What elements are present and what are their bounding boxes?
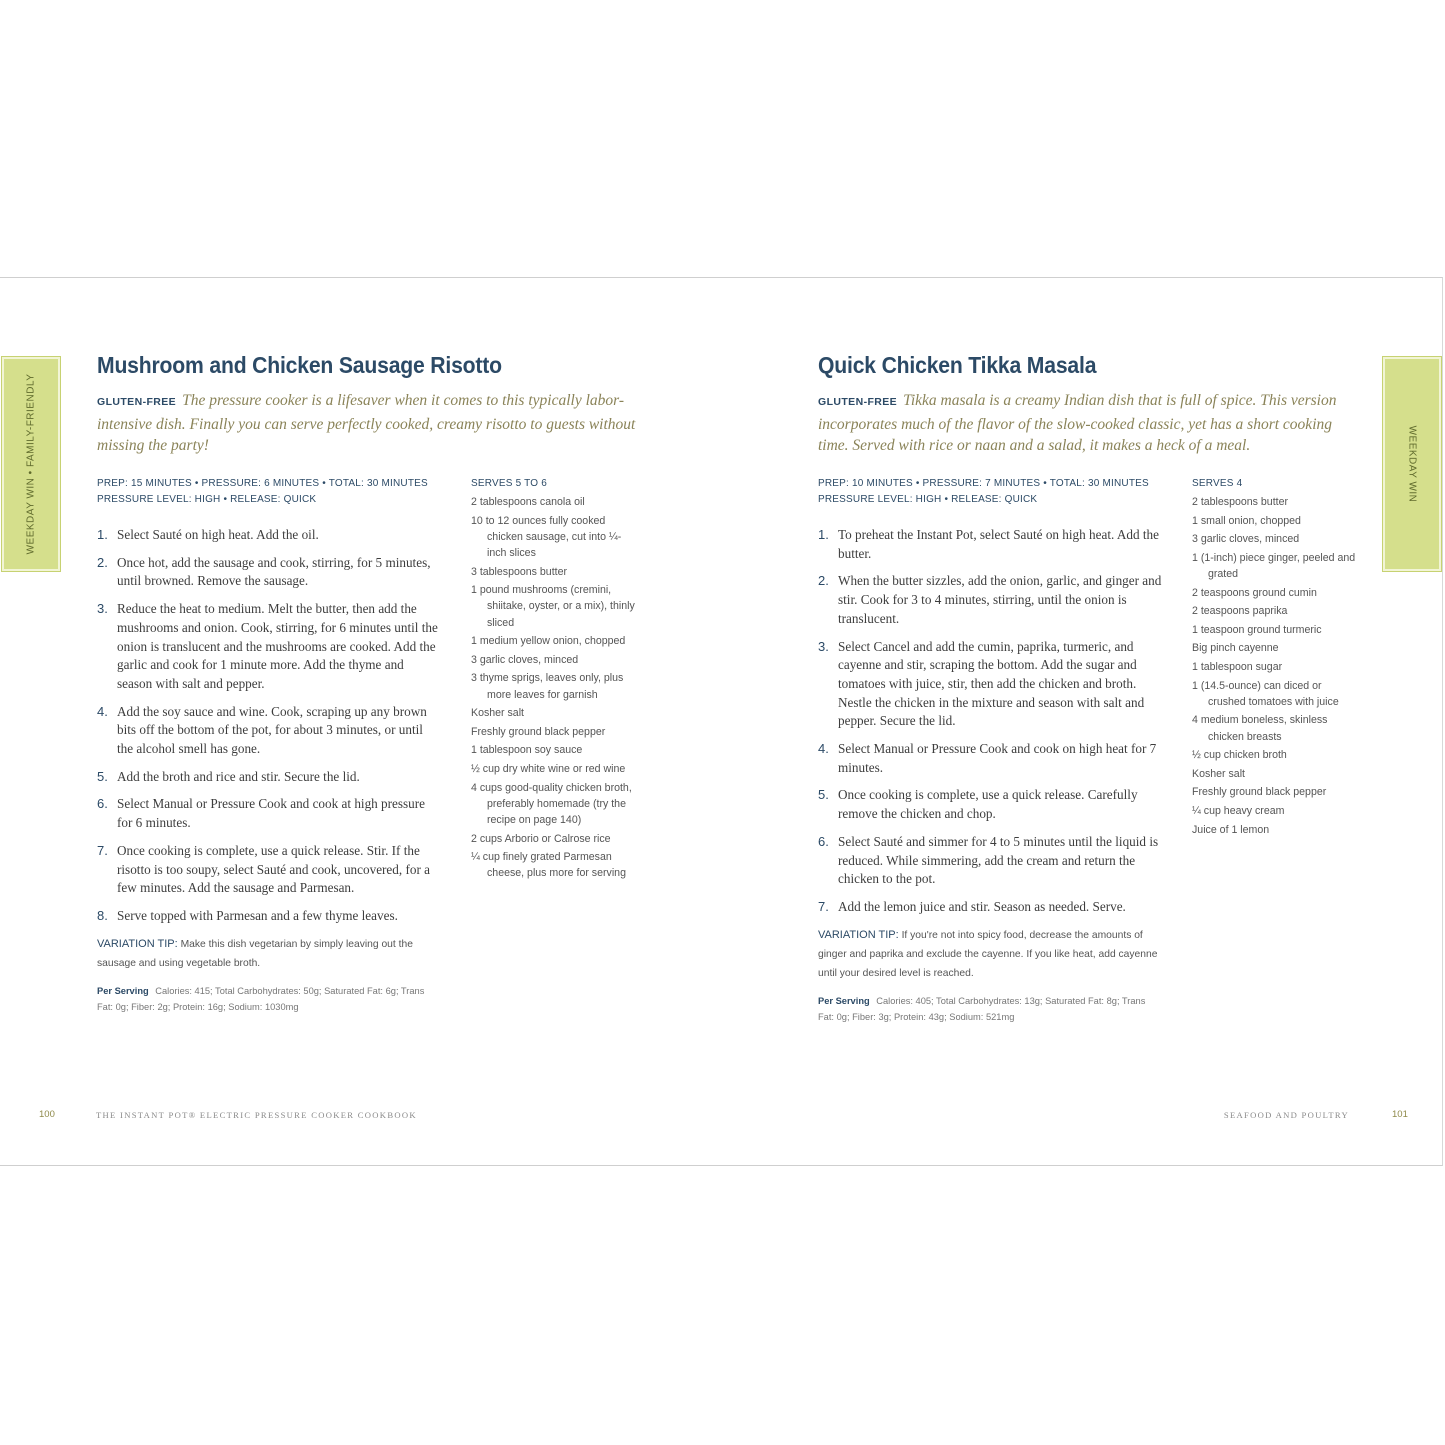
step-item bbox=[818, 898, 1163, 917]
step-text: Select Sauté on high heat. Add the oil. bbox=[117, 527, 319, 542]
step-item bbox=[97, 842, 442, 898]
step-number: 2. bbox=[97, 554, 108, 570]
ingredient-item: Juice of 1 lemon bbox=[1192, 823, 1270, 836]
step-number: 4. bbox=[818, 741, 829, 757]
recipe-left bbox=[97, 352, 636, 1012]
ingredient-item: 4 medium boneless, skinless chicken breasts bbox=[1192, 714, 1328, 743]
step-text: Add the broth and rice and stir. Secure the lid. bbox=[117, 768, 360, 784]
variation-tip bbox=[818, 926, 1158, 983]
step-number: 3. bbox=[818, 638, 829, 654]
recipe-intro bbox=[818, 390, 1358, 457]
ingredients-list bbox=[1192, 476, 1357, 840]
step-text: Select Cancel and add the cumin, paprika, turmeric, and cayenne and stir, scraping the bottom. Add the sugar and tomatoes with juice, stir, then add the chicken and broth. Nestle the chicken in the mixture and season with salt and pepper. Secure the lid. bbox=[838, 638, 1145, 729]
side-tab-right-label: WEEKDAY WIN bbox=[1406, 425, 1418, 503]
tip-label: VARIATION TIP: bbox=[818, 928, 899, 941]
times-line: PREP: 15 MINUTES • PRESSURE: 6 MINUTES • TOTAL: 30 MINUTES bbox=[97, 478, 428, 489]
step-text: Select Sauté and simmer for 4 to 5 minutes until the liquid is reduced. While simmering, add the cream and return the chicken to the pot. bbox=[838, 833, 1159, 887]
diet-tag: GLUTEN-FREE bbox=[818, 396, 898, 408]
step-text: Select Manual or Pressure Cook and cook at high pressure for 6 minutes. bbox=[117, 796, 426, 831]
recipe-times bbox=[818, 476, 1178, 508]
ingredients-list bbox=[471, 476, 636, 884]
step-text: Add the soy sauce and wine. Cook, scraping up any brown bits off the bottom of the pot, for about 3 minutes, or until the alcohol smell has gone. bbox=[117, 703, 427, 757]
ingredient-item: 1 pound mushrooms (cremini, shiitake, oyster, or a mix), thinly sliced bbox=[471, 584, 635, 629]
ingredient-item: ½ cup dry white wine or red wine bbox=[471, 762, 626, 775]
ingredient-item: 2 teaspoons paprika bbox=[1192, 605, 1288, 618]
page-number-left: 100 bbox=[39, 1109, 55, 1120]
step-number: 1. bbox=[818, 527, 829, 542]
serves-label: SERVES 4 bbox=[1192, 478, 1243, 489]
pressure-line: PRESSURE LEVEL: HIGH • RELEASE: QUICK bbox=[818, 494, 1038, 505]
step-item bbox=[818, 833, 1163, 889]
ingredient-item: 4 cups good-quality chicken broth, preferably homemade (try the recipe on page 140) bbox=[471, 781, 632, 826]
ingredient-item: 2 teaspoons ground cumin bbox=[1192, 586, 1317, 599]
ingredient-item: 1 small onion, chopped bbox=[1192, 514, 1301, 527]
nutrition-label: Per Serving bbox=[818, 995, 870, 1006]
step-item bbox=[97, 768, 442, 787]
step-text: To preheat the Instant Pot, select Sauté on high heat. Add the butter. bbox=[838, 527, 1159, 561]
times-line: PREP: 10 MINUTES • PRESSURE: 7 MINUTES • TOTAL: 30 MINUTES bbox=[818, 478, 1149, 489]
step-item bbox=[97, 600, 442, 694]
ingredient-item: 2 tablespoons canola oil bbox=[471, 496, 585, 508]
ingredient-item: ½ cup chicken broth bbox=[1192, 749, 1287, 762]
ingredient-item: 1 (14.5-ounce) can diced or crushed tomatoes with juice bbox=[1192, 679, 1339, 708]
recipe-title: Mushroom and Chicken Sausage Risotto bbox=[97, 352, 502, 378]
ingredient-item: 1 teaspoon ground turmeric bbox=[1192, 623, 1322, 636]
ingredient-item: 3 thyme sprigs, leaves only, plus more leaves for garnish bbox=[471, 672, 624, 701]
step-number: 1. bbox=[97, 527, 108, 542]
nutrition-info bbox=[97, 983, 437, 1015]
step-number: 7. bbox=[818, 898, 829, 914]
ingredient-item: 3 tablespoons butter bbox=[471, 565, 568, 578]
step-item bbox=[97, 907, 442, 926]
step-number: 4. bbox=[97, 703, 108, 719]
step-number: 2. bbox=[818, 573, 829, 589]
steps-list bbox=[97, 526, 442, 1015]
ingredient-item: 1 tablespoon soy sauce bbox=[471, 744, 583, 757]
ingredient-item: ¼ cup finely grated Parmesan cheese, plus more for serving bbox=[471, 851, 626, 880]
page-number-right: 101 bbox=[1392, 1109, 1408, 1120]
nutrition-info bbox=[818, 993, 1158, 1025]
step-number: 6. bbox=[818, 833, 829, 849]
ingredient-item: 1 medium yellow onion, chopped bbox=[471, 635, 626, 648]
step-text: Add the lemon juice and stir. Season as needed. Serve. bbox=[838, 898, 1126, 914]
nutrition-text: Calories: 405; Total Carbohydrates: 13g; Saturated Fat: 8g; Trans Fat: 0g; Fiber: 3g; Protein: 43g; Sodium: 521mg bbox=[818, 995, 1146, 1022]
step-item bbox=[818, 572, 1163, 628]
ingredient-item: Kosher salt bbox=[471, 707, 524, 720]
ingredient-item: 2 cups Arborio or Calrose rice bbox=[471, 832, 611, 845]
side-tab-right bbox=[1383, 357, 1441, 571]
step-item bbox=[97, 795, 442, 832]
step-number: 8. bbox=[97, 907, 108, 923]
diet-tag: GLUTEN-FREE bbox=[97, 396, 177, 408]
side-tab-left-label: WEEKDAY WIN • FAMILY-FRIENDLY bbox=[25, 373, 37, 555]
step-number: 5. bbox=[97, 768, 108, 784]
ingredient-item: 1 (1-inch) piece ginger, peeled and grated bbox=[1192, 551, 1356, 580]
ingredient-item: 2 tablespoons butter bbox=[1192, 496, 1289, 508]
step-item bbox=[818, 526, 1163, 563]
ingredient-item: Freshly ground black pepper bbox=[471, 725, 606, 738]
side-tab-left bbox=[2, 357, 60, 571]
steps-list bbox=[818, 526, 1163, 1025]
tip-text: If you're not into spicy food, decrease the amounts of ginger and paprika and exclude the cayenne. If you like heat, add cayenne until your desired level is reached. bbox=[818, 929, 1158, 979]
step-item bbox=[818, 786, 1163, 823]
ingredient-item: Big pinch cayenne bbox=[1192, 642, 1279, 655]
running-head-left: THE INSTANT POT® ELECTRIC PRESSURE COOKER COOKBOOK bbox=[96, 1110, 417, 1120]
nutrition-text: Calories: 415; Total Carbohydrates: 50g; Saturated Fat: 6g; Trans Fat: 0g; Fiber: 2g; Protein: 16g; Sodium: 1030mg bbox=[97, 985, 425, 1012]
nutrition-label: Per Serving bbox=[97, 985, 149, 996]
ingredient-item: 3 garlic cloves, minced bbox=[471, 653, 579, 666]
step-text: Once cooking is complete, use a quick release. Stir. If the risotto is too soupy, select Sauté and cook, uncovered, for a few minutes. Add the sausage and Parmesan. bbox=[117, 842, 431, 896]
step-number: 5. bbox=[818, 787, 829, 803]
recipe-title: Quick Chicken Tikka Masala bbox=[818, 352, 1097, 378]
running-head-right: SEAFOOD AND POULTRY bbox=[1223, 1110, 1349, 1120]
step-number: 6. bbox=[97, 796, 108, 812]
intro-text: Tikka masala is a creamy Indian dish that is full of spice. This version incorporates much of the flavor of the slow-cooked classic, yet has a short cooking time. Served with rice or naan and a salad, it makes a heck of a meal. bbox=[818, 392, 1337, 454]
step-text: Select Manual or Pressure Cook and cook on high heat for 7 minutes. bbox=[838, 741, 1157, 775]
step-number: 3. bbox=[97, 601, 108, 617]
ingredient-item: ¼ cup heavy cream bbox=[1192, 804, 1285, 817]
intro-text: The pressure cooker is a lifesaver when it comes to this typically labor-intensive dish. Finally you can serve perfectly cooked, creamy risotto to guests without missing the party! bbox=[97, 392, 636, 454]
ingredient-item: 10 to 12 ounces fully cooked chicken sausage, cut into ¼-inch slices bbox=[471, 514, 622, 559]
step-text: Serve topped with Parmesan and a few thyme leaves. bbox=[117, 907, 398, 923]
step-item bbox=[818, 638, 1163, 732]
ingredient-item: Freshly ground black pepper bbox=[1192, 786, 1327, 799]
recipe-times bbox=[97, 476, 457, 508]
step-item bbox=[97, 703, 442, 759]
recipe-intro bbox=[97, 390, 637, 457]
recipe-right bbox=[818, 352, 1356, 1022]
step-text: Once cooking is complete, use a quick release. Carefully remove the chicken and chop. bbox=[838, 787, 1138, 822]
ingredient-item: Kosher salt bbox=[1192, 767, 1245, 780]
step-item bbox=[97, 554, 442, 591]
variation-tip bbox=[97, 935, 437, 973]
step-text: Reduce the heat to medium. Melt the butter, then add the mushrooms and onion. Cook, stirring, for 6 minutes until the onion is translucent and the mushrooms are cooked. Add the garlic and cook for 1 minute more. Add the thyme and season with salt and pepper. bbox=[117, 601, 438, 691]
pressure-line: PRESSURE LEVEL: HIGH • RELEASE: QUICK bbox=[97, 494, 317, 505]
step-number: 7. bbox=[97, 842, 108, 858]
step-item bbox=[818, 740, 1163, 777]
step-item bbox=[97, 526, 442, 545]
tip-text: Make this dish vegetarian by simply leaving out the sausage and using vegetable broth. bbox=[97, 938, 413, 969]
ingredient-item: 1 tablespoon sugar bbox=[1192, 660, 1283, 673]
serves-label: SERVES 5 TO 6 bbox=[471, 478, 547, 489]
step-text: When the butter sizzles, add the onion, garlic, and ginger and stir. Cook for 3 to 4 minutes, stirring, until the onion is translucent. bbox=[838, 573, 1162, 626]
step-text: Once hot, add the sausage and cook, stirring, for 5 minutes, until browned. Remove the sausage. bbox=[117, 554, 431, 589]
tip-label: VARIATION TIP: bbox=[97, 937, 178, 950]
ingredient-item: 3 garlic cloves, minced bbox=[1192, 533, 1300, 546]
